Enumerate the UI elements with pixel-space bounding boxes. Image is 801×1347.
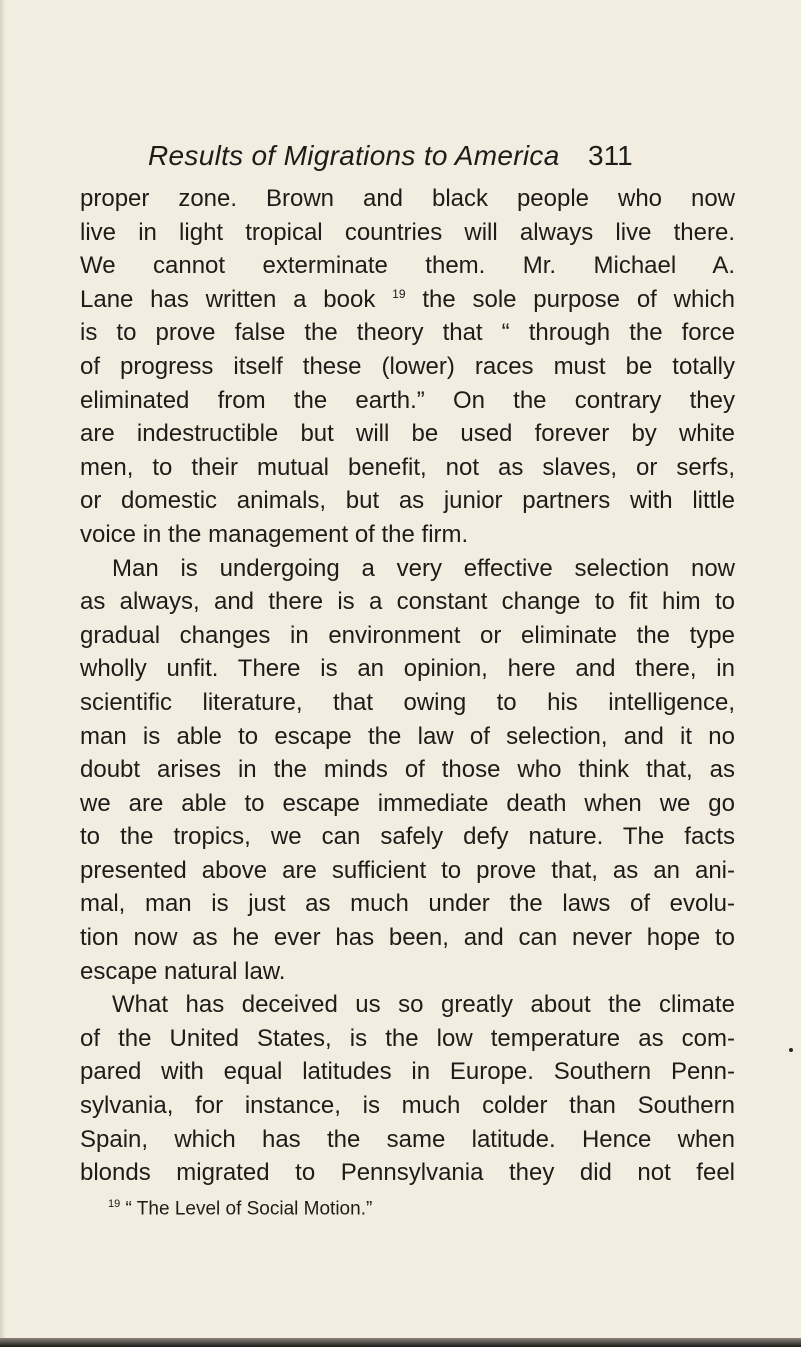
text-line: What has deceived us so greatly about the climate: [112, 991, 735, 1019]
text-line: we are able to escape immediate death when we go: [80, 789, 735, 817]
footnote-text: “ The Level of Social Motion.”: [125, 1198, 373, 1220]
text-line: Man is undergoing a very effective selection now: [112, 554, 735, 582]
page-edge-bottom: [0, 1338, 801, 1347]
text-line: are indestructible but will be used forever by white: [80, 420, 735, 448]
running-head: [0, 140, 801, 180]
text-line: scientific literature, that owing to his intelligence,: [80, 688, 735, 716]
text-line: men, to their mutual benefit, not as slaves, or serfs,: [80, 453, 735, 481]
body-text: [80, 182, 735, 1221]
text-line-with-footnote-ref: [80, 283, 735, 317]
text-line: or domestic animals, but as junior partners with little: [80, 487, 735, 515]
text-line: gradual changes in environment or eliminate the type: [80, 621, 735, 649]
text-line: mal, man is just as much under the laws of evolu-: [80, 890, 735, 918]
text-segment: Lane has written a book: [80, 285, 376, 313]
text-line: as always, and there is a constant change to fit him to: [80, 588, 735, 616]
text-line: live in light tropical countries will always live there.: [80, 218, 735, 246]
text-line: pared with equal latitudes in Europe. Southern Penn-: [80, 1058, 735, 1086]
footnote-marker: 19: [108, 1197, 121, 1210]
text-line: We cannot exterminate them. Mr. Michael A.: [80, 252, 735, 280]
text-line: blonds migrated to Pennsylvania they did not feel: [80, 1159, 735, 1187]
text-line: eliminated from the earth.” On the contrary they: [80, 386, 735, 414]
page-number: 311: [588, 140, 633, 171]
text-line: presented above are sufficient to prove that, as an ani-: [80, 856, 735, 884]
footnote-reference: 19: [392, 286, 406, 301]
text-line: sylvania, for instance, is much colder than Southern: [80, 1092, 735, 1120]
text-line: of the United States, is the low temperature as com-: [80, 1024, 735, 1052]
text-segment: the sole purpose of which: [422, 285, 735, 313]
text-line: to the tropics, we can safely defy nature. The facts: [80, 823, 735, 851]
page-edge-left: [0, 0, 6, 1347]
text-line: Spain, which has the same latitude. Hence when: [80, 1125, 735, 1153]
text-line: is to prove false the theory that “ through the force: [80, 319, 735, 347]
text-line: escape natural law.: [80, 957, 286, 985]
text-line: man is able to escape the law of selection, and it no: [80, 722, 735, 750]
text-line: tion now as he ever has been, and can never hope to: [80, 924, 735, 952]
running-head-title: Results of Migrations to America: [148, 140, 560, 171]
margin-dot: [789, 1048, 793, 1052]
footnote: [80, 1192, 735, 1221]
text-line: wholly unfit. There is an opinion, here and there, in: [80, 655, 735, 683]
text-line: voice in the management of the firm.: [80, 520, 469, 548]
text-line: of progress itself these (lower) races must be totally: [80, 352, 735, 380]
text-line: proper zone. Brown and black people who now: [80, 185, 735, 212]
text-line: doubt arises in the minds of those who think that, as: [80, 756, 735, 784]
